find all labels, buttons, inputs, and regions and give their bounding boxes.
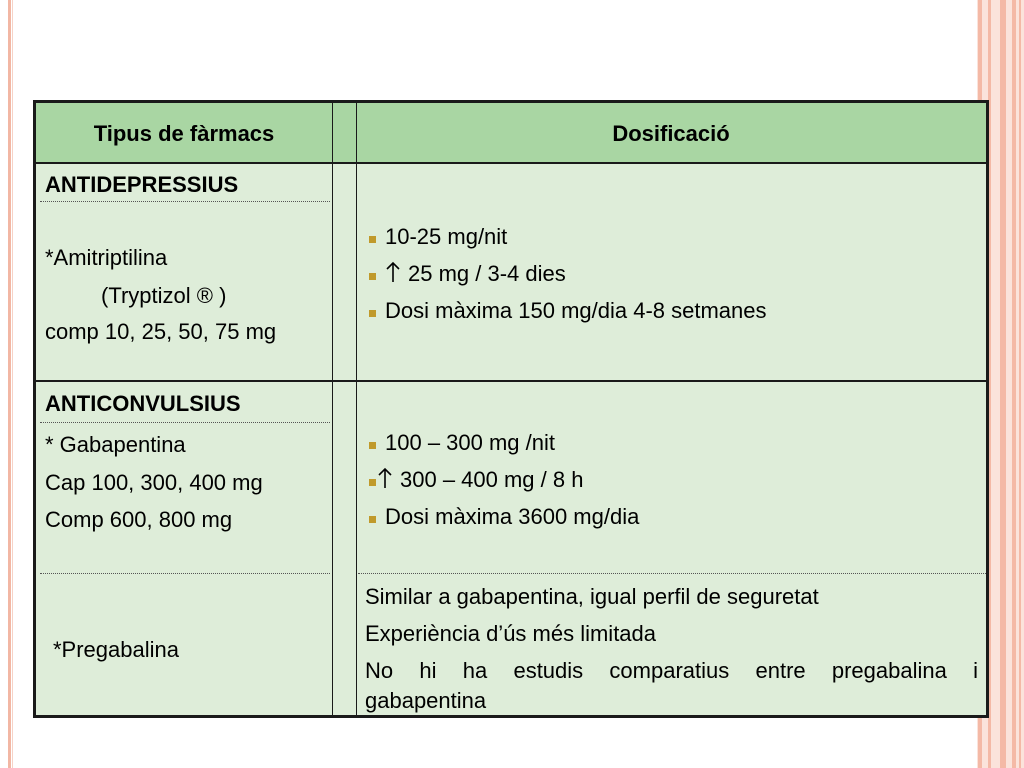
row-divider [36,380,986,382]
dotted-separator-antidepressius [40,201,330,202]
bullet-square-icon [369,516,376,523]
header-dosage: Dosificació [612,121,730,146]
arrow-up-icon [385,261,401,283]
dosage-table [33,100,989,718]
drug-gabapentina: * Gabapentina [45,432,186,457]
right-decorative-stripe-4 [1012,0,1016,768]
table-header-row [36,103,986,164]
dose-amitriptilina-2: 25 mg / 3-4 dies [408,261,566,286]
bullet-square-icon [369,310,376,317]
dose-amitriptilina-1: 10-25 mg/nit [385,224,508,249]
presentation-gabapentina-comp: Comp 600, 800 mg [45,507,233,532]
section-title-anticonvulsius: ANTICONVULSIUS [45,391,241,416]
dose-amitriptilina-3: Dosi màxima 150 mg/dia 4-8 setmanes [385,298,767,323]
drug-amitriptilina: *Amitriptilina [45,245,168,270]
dose-gabapentina-2: 300 – 400 mg / 8 h [400,467,584,492]
column-divider-right [356,103,357,715]
right-decorative-stripe-3 [1000,0,1006,768]
dotted-separator-pregabalina-right [358,573,986,574]
note-pregabalina-1: Similar a gabapentina, igual perfil de seguretat [365,584,819,609]
right-decorative-stripe-5 [1019,0,1021,768]
bullet-square-icon [369,273,376,280]
dose-gabapentina-1: 100 – 300 mg /nit [385,430,556,455]
brand-tryptizol: (Tryptizol ® ) [101,283,227,308]
bullet-square-icon [369,479,376,486]
header-drug-types: Tipus de fàrmacs [93,121,275,146]
dose-gabapentina-3: Dosi màxima 3600 mg/dia [385,504,640,529]
dotted-separator-anticonvulsius [40,422,330,423]
drug-pregabalina: *Pregabalina [53,637,179,662]
bullet-square-icon [369,442,376,449]
note-pregabalina-4: gabapentina [365,688,487,713]
left-decorative-stripe-thin [12,0,13,768]
note-pregabalina-2: Experiència d’ús més limitada [365,621,657,646]
bullet-square-icon [369,236,376,243]
arrow-up-icon [377,467,393,489]
section-title-antidepressius: ANTIDEPRESSIUS [45,172,239,197]
note-pregabalina-3: No hi ha estudis comparatius entre pregabalina i [365,658,978,683]
column-divider-left [332,103,333,715]
dotted-separator-pregabalina-left [40,573,330,574]
left-decorative-stripe [8,0,11,768]
presentation-amitriptilina: comp 10, 25, 50, 75 mg [45,319,277,344]
presentation-gabapentina-cap: Cap 100, 300, 400 mg [45,470,263,495]
